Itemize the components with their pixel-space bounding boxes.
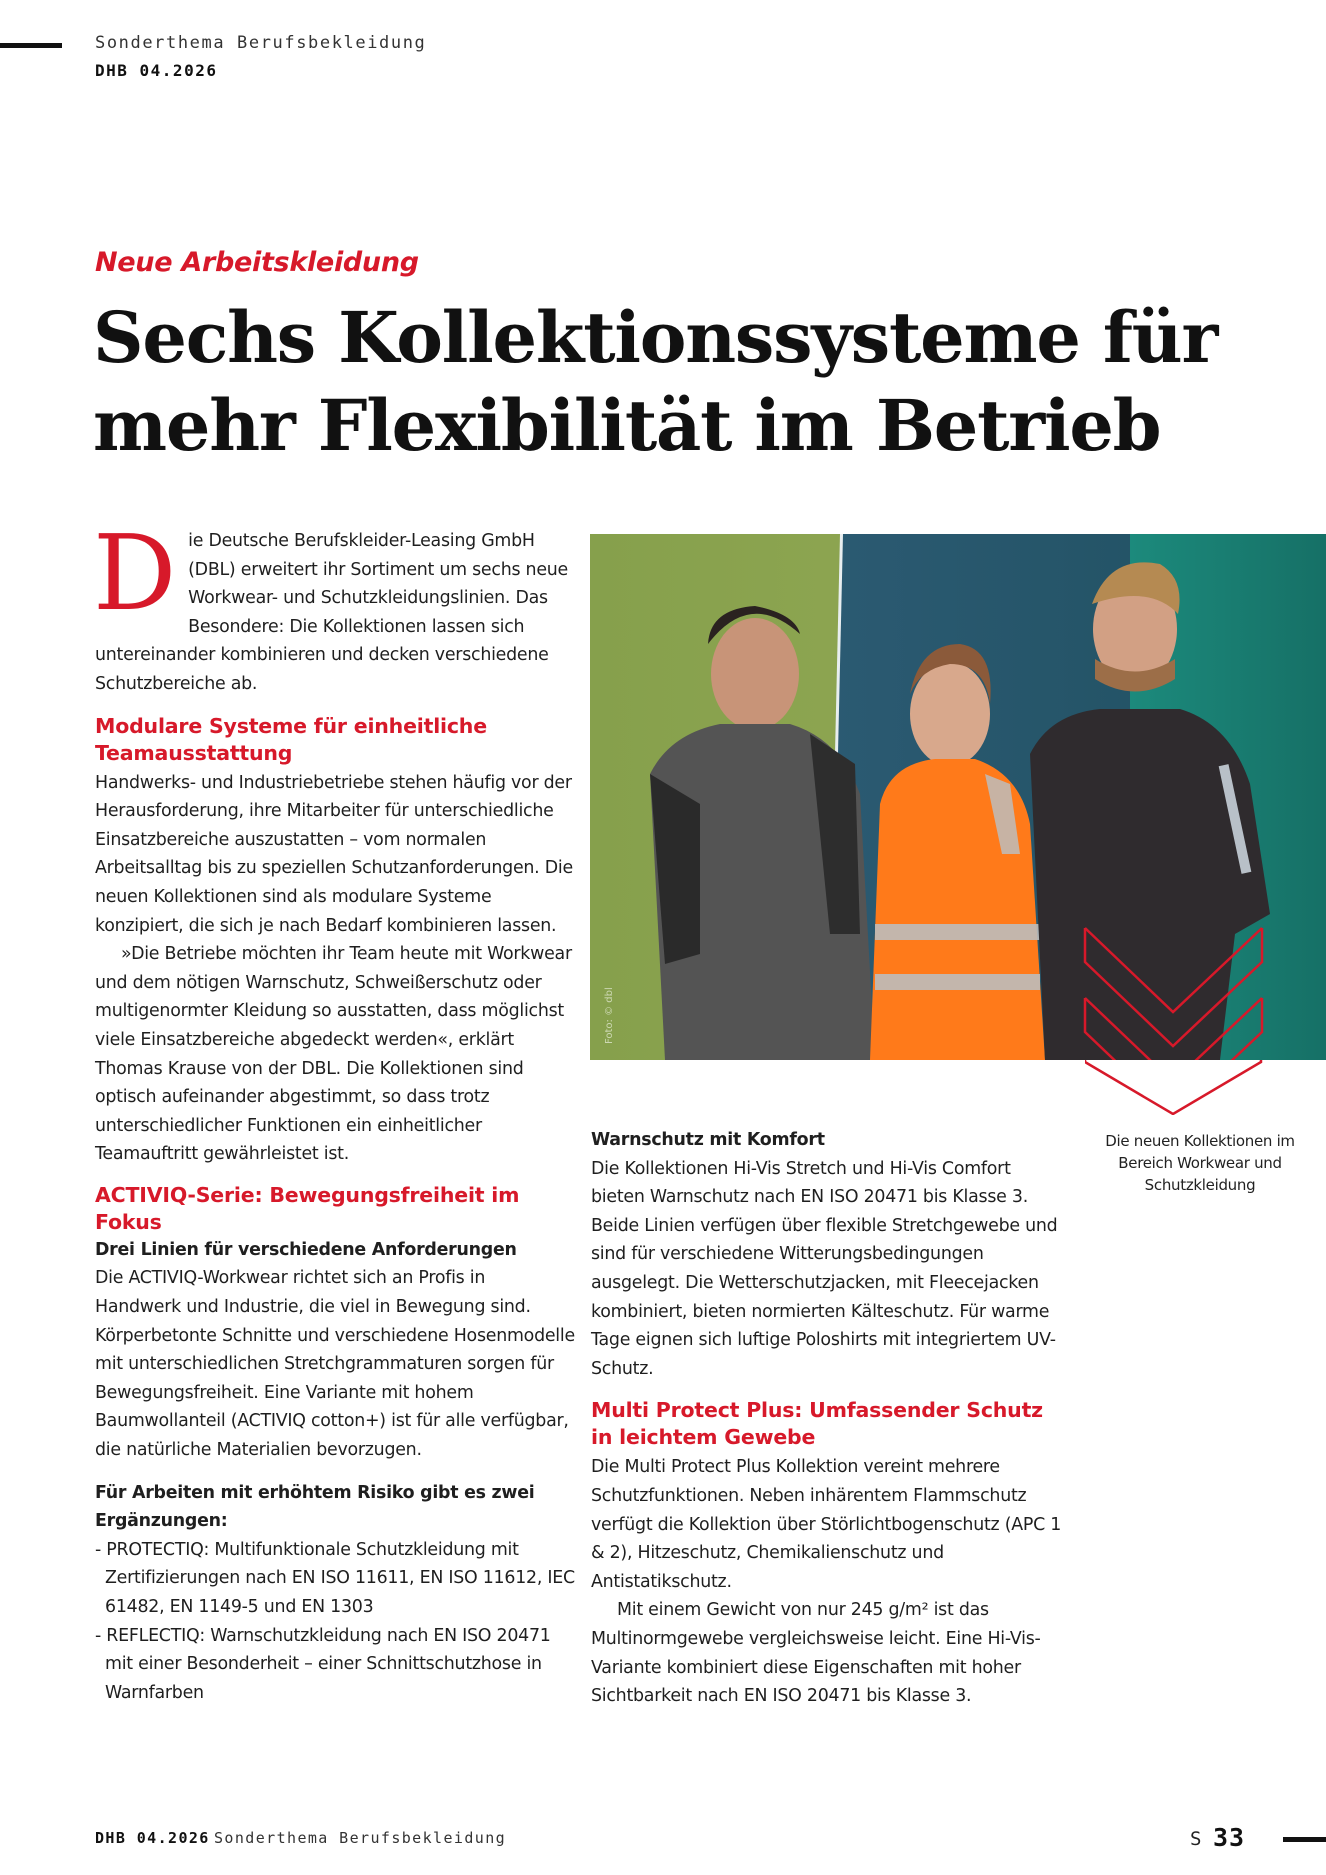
lead-text: ie Deutsche Berufskleider-Leasing GmbH (DBL) erweitert ihr Sortiment um sechs neue Workwear- und Schutzkleidungslinien. Das Besondere: Die Kollektionen lassen sich untereinander kombinieren und decken verschiedene Schutzbereiche ab. [95,531,569,694]
photo-caption: Die neuen Kollektionen im Bereich Workwear und Schutzkleidung [1105,1132,1295,1194]
page-prefix: S [1190,1828,1202,1850]
section1-paragraph-2: »Die Betriebe möchten ihr Team heute mit Workwear und dem nötigen Warnschutz, Schweißerschutz oder multigenormter Kleidung so ausstatten, dass möglichst viele Einsatzbereiche abgedeckt werden«, erklärt Thomas Krause von der DBL. Die Kollektionen sind optisch aufeinander abgestimmt, so dass trotz unterschiedlicher Funktionen ein einheitlicher Teamauftritt gewährleistet ist. [95,944,572,1165]
lead-paragraph [93,512,575,699]
section-heading-activiq: ACTIVIQ-Serie: Bewegungsfreiheit im Fokus [95,1182,520,1234]
list-item-reflectiq: - REFLECTIQ: Warnschutzkleidung nach EN ISO 20471 mit einer Besonderheit – einer Schnittschutzhose in Warnfarben [95,1625,551,1703]
article-photo [590,534,1326,1060]
footer-issue: DHB 04.2026 [95,1829,210,1847]
section-heading-modulare-systeme: Modulare Systeme für einheitliche Teamausstattung [95,713,487,765]
section1-paragraph-1: Handwerks- und Industriebetriebe stehen häufig vor der Herausforderung, ihre Mitarbeiter für unterschiedliche Einsatzbereiche auszustatten – vom normalen Arbeitsalltag bis zu speziellen Schutzanforderungen. Die neuen Kollektionen sind als modulare Systeme konzipiert, die sich je nach Bedarf kombinieren lassen. [95,772,573,936]
header-topic: Sonderthema Berufsbekleidung [95,33,427,53]
section-heading-multi-protect: Multi Protect Plus: Umfassender Schutz in leichtem Gewebe [591,1398,1043,1450]
subheading-erhoehtes-risiko: Für Arbeiten mit erhöhtem Risiko gibt es zwei Ergänzungen: [95,1482,535,1532]
section4-paragraph-1: Die Multi Protect Plus Kollektion vereint mehrere Schutzfunktionen. Neben inhärentem Flammschutz verfügt die Kollektion über Störlichtbogenschutz (APC 1 & 2), Hitzeschutz, Chemikalienschutz und Antistatikschutz. [591,1457,1062,1592]
section3-paragraph-1: Die Kollektionen Hi-Vis Stretch und Hi-Vis Comfort bieten Warnschutz nach EN ISO 20471 bis Klasse 3. Beide Linien verfügen über flexible Stretchgewebe und sind für verschiedene Witterungsbedingungen ausgelegt. Die Wetterschutzjacken, mit Fleecejacken kombiniert, bieten normierten Kälteschutz. Für warme Tage eignen sich luftige Poloshirts mit integriertem UV-Schutz. [591,1158,1058,1379]
page-number: 33 [1213,1823,1246,1852]
list-item-protectiq: - PROTECTIQ: Multifunktionale Schutzkleidung mit Zertifizierungen nach EN ISO 11611, EN ISO 11612, IEC 61482, EN 1149-5 und EN 1303 [95,1539,575,1617]
headline-line-1: Sechs Kollektionssysteme für [93,296,1218,379]
footer-rule [1283,1837,1326,1842]
header-issue: DHB 04.2026 [95,61,218,80]
headline-line-2: mehr Flexibilität im Betrieb [93,384,1161,467]
left-column [93,512,575,1707]
article-kicker: Neue Arbeitskleidung [95,247,419,278]
subheading-drei-linien: Drei Linien für verschiedene Anforderungen [95,1239,517,1260]
photo-people-in-workwear [590,534,1326,1060]
header-rule [0,43,62,48]
section2-paragraph-1: Die ACTIVIQ-Workwear richtet sich an Profis in Handwerk und Industrie, die viel in Bewegung sind. Körperbetonte Schnitte und verschiedene Hosenmodelle mit unterschiedlichen Stretchgrammaturen sorgen für Bewegungsfreiheit. Eine Variante mit hohem Baumwollanteil (ACTIVIQ cotton+) ist für alle verfügbar, die natürliche Materialien bevorzugen. [95,1268,575,1461]
drop-cap: D [93,512,177,634]
chevron-decoration-icon [1085,1060,1265,1115]
middle-column [591,1126,1066,1711]
article-headline [93,294,1293,470]
subheading-warnschutz: Warnschutz mit Komfort [591,1130,825,1150]
footer-topic: Sonderthema Berufsbekleidung [214,1829,507,1847]
photo-credit: Foto: © dbl [604,987,615,1044]
section4-paragraph-2: Mit einem Gewicht von nur 245 g/m² ist das Multinormgewebe vergleichsweise leicht. Eine Hi-Vis-Variante kombiniert diese Eigenschaften mit hoher Sichtbarkeit nach EN ISO 20471 bis Klasse 3. [591,1600,1041,1707]
